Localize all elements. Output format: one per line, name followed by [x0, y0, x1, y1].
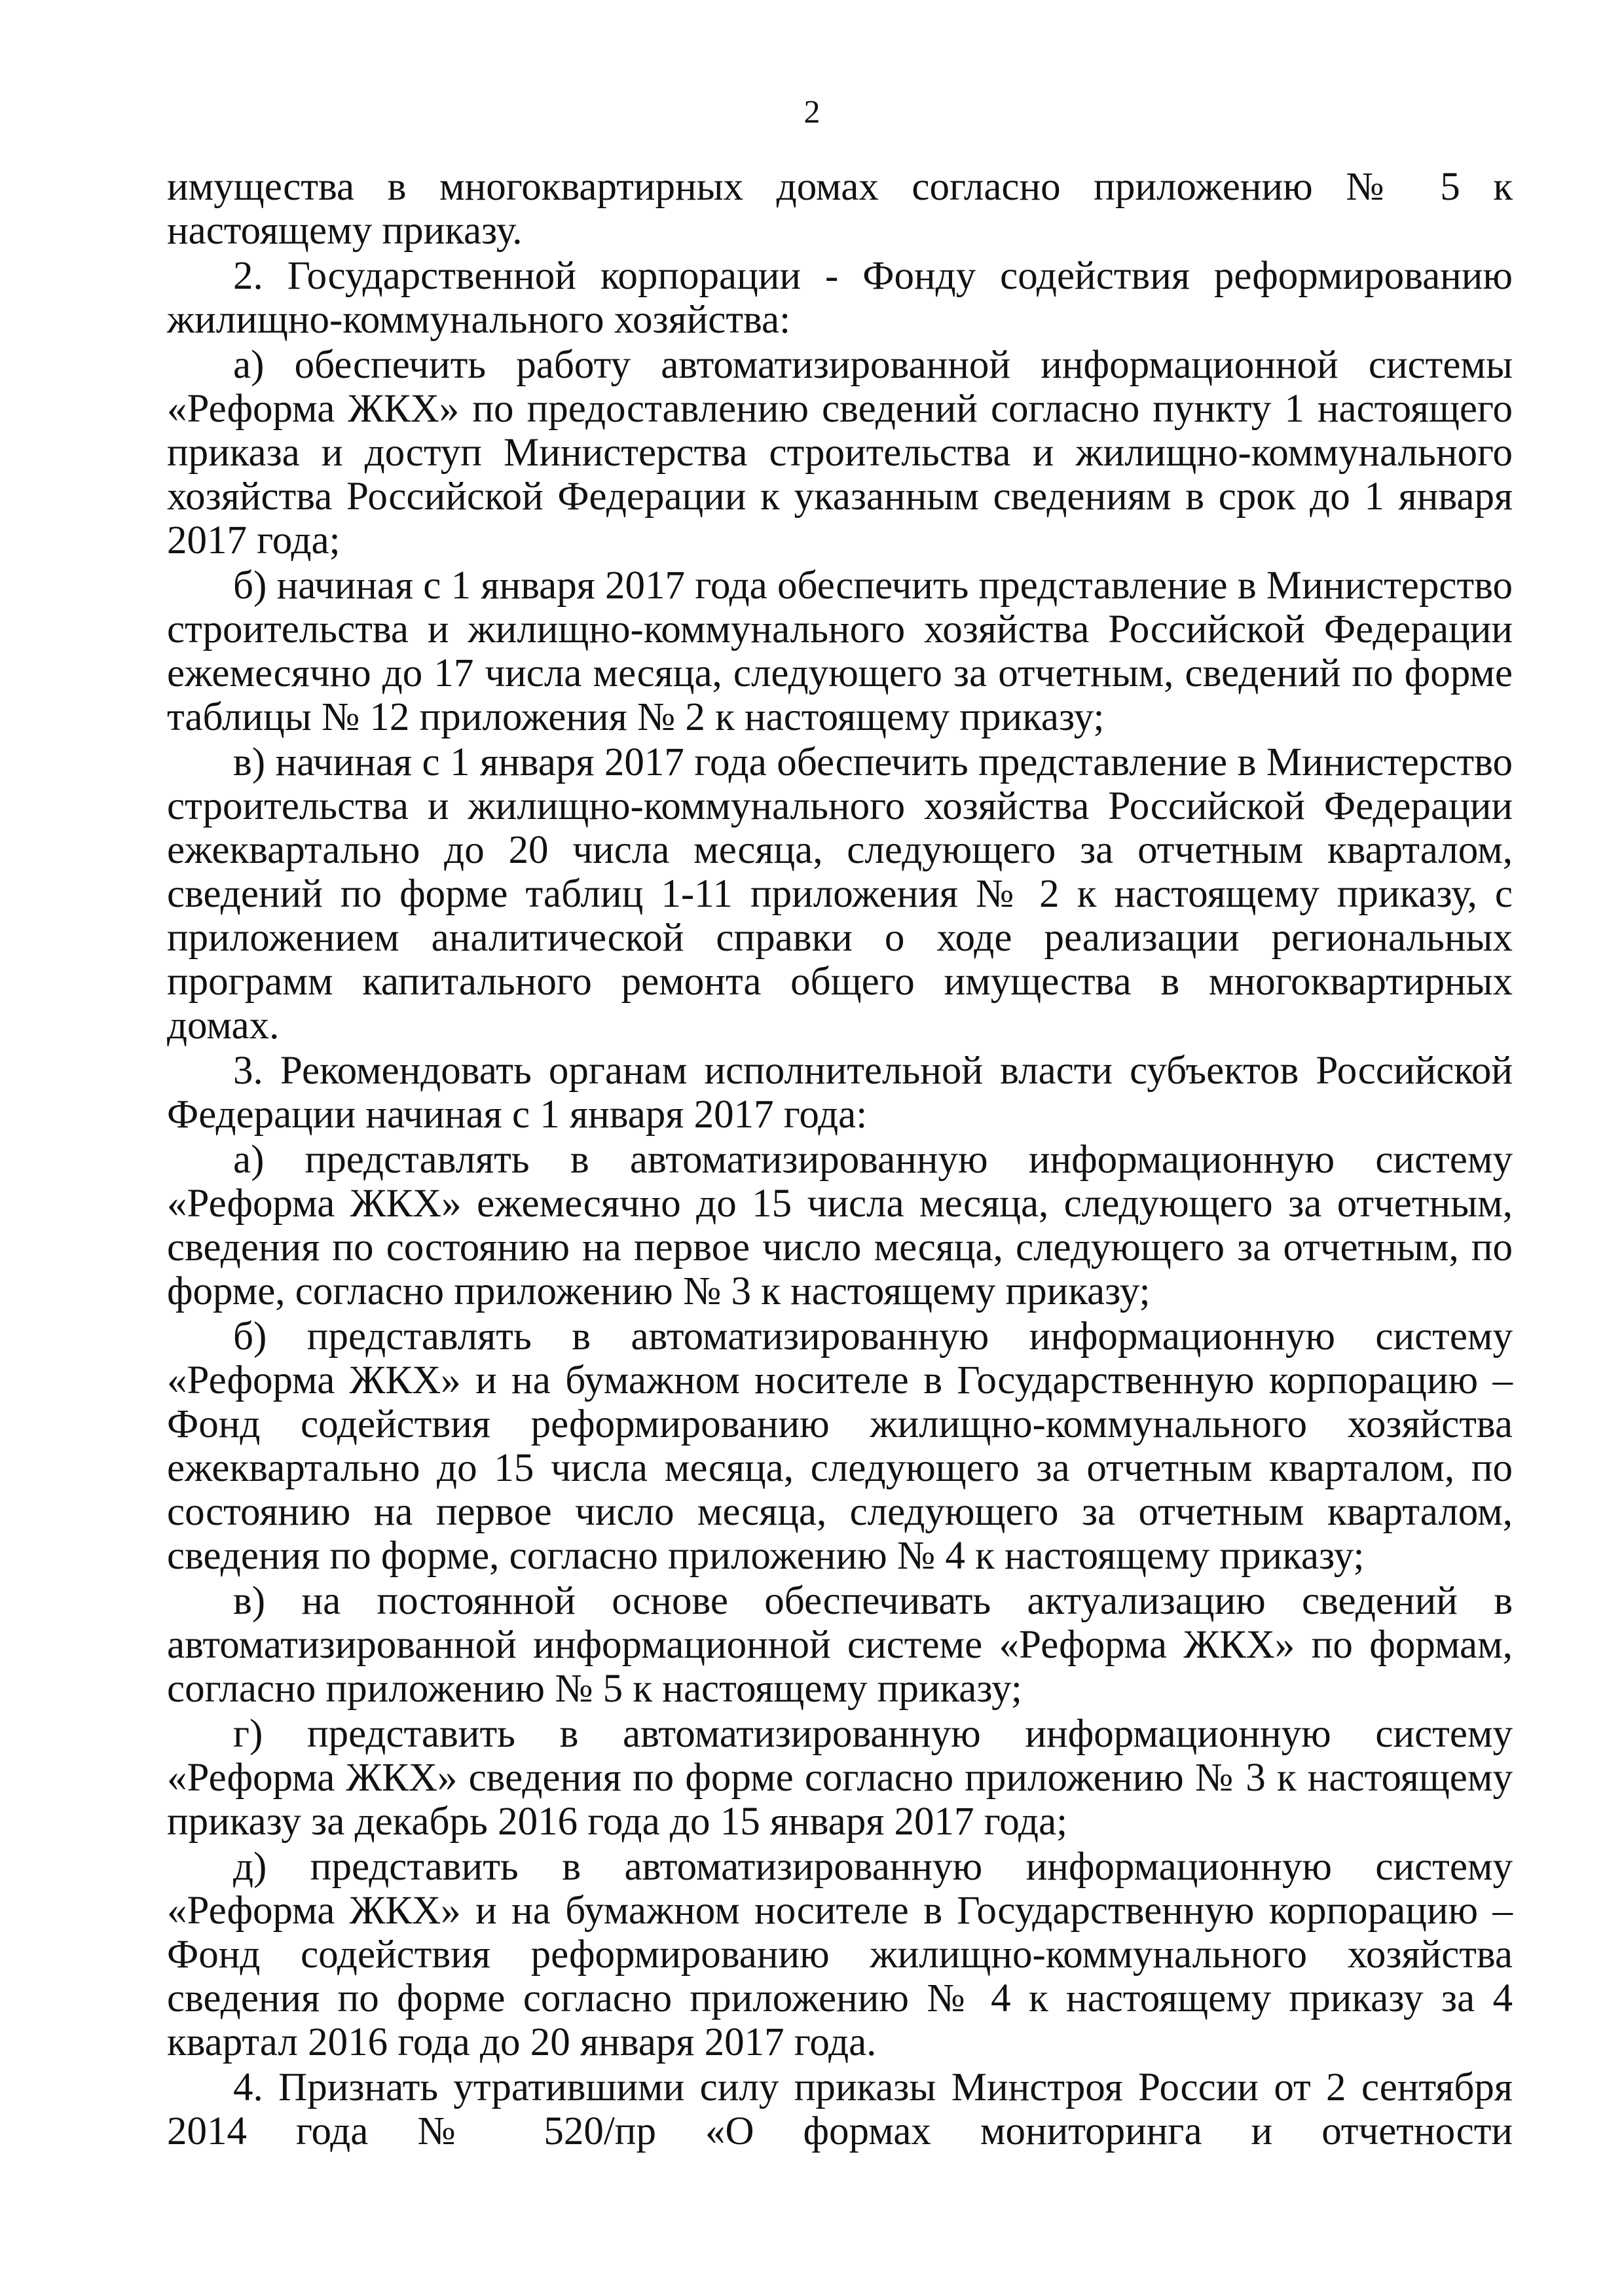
paragraph-item-4: 4. Признать утратившими силу приказы Минстроя России от 2 сентября 2014 года № 520/пр «О формах мониторинга и отчетности: [167, 2066, 1513, 2153]
paragraph-item-3e: д) представить в автоматизированную информационную систему «Реформа ЖКХ» и на бумажном носителе в Государственную корпорацию – Фонд содействия реформированию жилищно-коммунального хозяйства сведения по форме согласно приложению № 4 к настоящему приказу за 4 квартал 2016 года до 20 января 2017 года.: [167, 1845, 1513, 2064]
paragraph-item-2: 2. Государственной корпорации - Фонду содействия реформированию жилищно-коммунального хозяйства:: [167, 254, 1513, 342]
paragraph-continuation: имущества в многоквартирных домах согласно приложению № 5 к настоящему приказу.: [167, 165, 1513, 253]
paragraph-item-3b: б) представлять в автоматизированную информационную систему «Реформа ЖКХ» и на бумажном носителе в Государственную корпорацию – Фонд содействия реформированию жилищно-коммунального хозяйства ежеквартально до 15 числа месяца, следующего за отчетным кварталом, по состоянию на первое число месяца, следующего за отчетным кварталом, сведения по форме, согласно приложению № 4 к настоящему приказу;: [167, 1315, 1513, 1578]
paragraph-item-2a: а) обеспечить работу автоматизированной информационной системы «Реформа ЖКХ» по предоставлению сведений согласно пункту 1 настоящего приказа и доступ Министерства строительства и жилищно-коммунального хозяйства Российской Федерации к указанным сведениям в срок до 1 января 2017 года;: [167, 343, 1513, 562]
paragraph-item-3: 3. Рекомендовать органам исполнительной власти субъектов Российской Федерации начиная с 1 января 2017 года:: [167, 1049, 1513, 1137]
paragraph-item-2c: в) начиная с 1 января 2017 года обеспечить представление в Министерство строительства и жилищно-коммунального хозяйства Российской Федерации ежеквартально до 20 числа месяца, следующего за отчетным кварталом, сведений по форме таблиц 1-11 приложения № 2 к настоящему приказу, с приложением аналитической справки о ходе реализации региональных программ капитального ремонта общего имущества в многоквартирных домах.: [167, 740, 1513, 1048]
paragraph-item-2b: б) начиная с 1 января 2017 года обеспечить представление в Министерство строительства и жилищно-коммунального хозяйства Российской Федерации ежемесячно до 17 числа месяца, следующего за отчетным, сведений по форме таблицы № 12 приложения № 2 к настоящему приказу;: [167, 564, 1513, 739]
paragraph-item-3a: а) представлять в автоматизированную информационную систему «Реформа ЖКХ» ежемесячно до 15 числа месяца, следующего за отчетным, сведения по состоянию на первое число месяца, следующего за отчетным, по форме, согласно приложению № 3 к настоящему приказу;: [167, 1138, 1513, 1313]
page-number: 2: [803, 93, 821, 130]
paragraph-item-3d: г) представить в автоматизированную информационную систему «Реформа ЖКХ» сведения по форме согласно приложению № 3 к настоящему приказу за декабрь 2016 года до 15 января 2017 года;: [167, 1712, 1513, 1844]
paragraph-item-3c: в) на постоянной основе обеспечивать актуализацию сведений в автоматизированной информационной системе «Реформа ЖКХ» по формам, согласно приложению № 5 к настоящему приказу;: [167, 1579, 1513, 1711]
document-body: [167, 165, 1513, 2153]
